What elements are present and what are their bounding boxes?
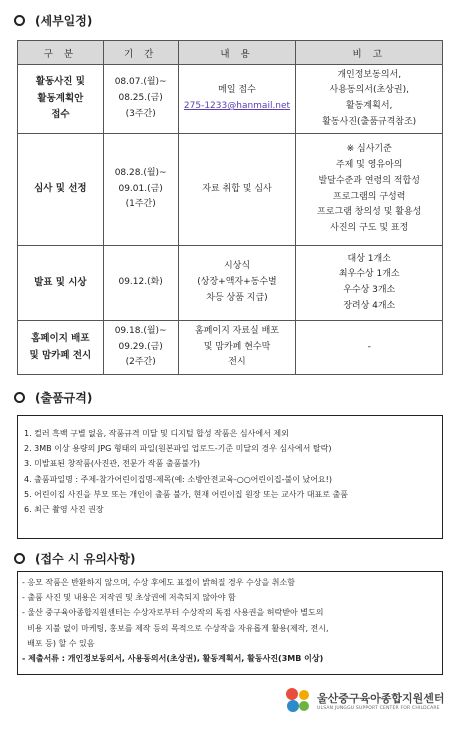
- list-item: 4. 출품파일명 : 주제-참가어린이집명-제목(예: 소방안전교육-○○어린이집-불이 났어요!): [24, 474, 332, 484]
- row-note: -: [296, 321, 443, 375]
- criteria-section-title: (출품규격): [14, 389, 92, 406]
- row-note: 대상 1개소 최우수상 1개소 우수상 3개소 장려상 4개소: [296, 246, 443, 321]
- row-category: 홈페이지 배포 및 맘카페 전시: [18, 321, 104, 375]
- row-note: ※ 심사기준 주제 및 영유아의 발달수준과 연령의 적합성 프로그램의 구성력 프로그램 창의성 및 활용성 사진의 구도 및 표정: [296, 134, 443, 246]
- circle-bullet-icon: [14, 392, 25, 403]
- row-content: 자료 취합 및 심사: [178, 134, 296, 246]
- list-item: 5. 어린이집 사진을 부모 또는 개인이 출품 불가, 현재 어린이집 원장 또는 교사가 대표로 출품: [24, 489, 348, 499]
- notes-section-title: (접수 시 유의사항): [14, 550, 135, 567]
- schedule-table: [17, 40, 443, 375]
- list-item: - 울산 중구육아종합지원센터는 수상자로부터 수상작의 독점 사용권을 허락받아 별도의: [22, 608, 324, 618]
- circle-bullet-icon: [14, 553, 25, 564]
- schedule-section-title: (세부일정): [14, 12, 92, 29]
- email-link[interactable]: 275-1233@hanmail.net: [183, 101, 291, 111]
- table-row: [18, 65, 443, 134]
- row-category: 활동사진 및 활동계획안 접수: [18, 65, 104, 134]
- logo-mark-icon: [283, 686, 313, 714]
- center-logo: [283, 686, 445, 714]
- row-content: 시상식 (상장+액자+동수별 차등 상품 지급): [178, 246, 296, 321]
- notes-box: [17, 571, 443, 675]
- row-content: 메일 접수 275-1233@hanmail.net: [178, 65, 296, 134]
- list-item: - 응모 작품은 반환하지 않으며, 수상 후에도 표절이 밝혀질 경우 수상을 취소함: [22, 578, 295, 587]
- table-row: [18, 321, 443, 375]
- criteria-box: [17, 415, 443, 539]
- header-category: 구 분: [18, 41, 104, 65]
- table-row: [18, 246, 443, 321]
- list-item: - 출품 사진 및 내용은 저작권 및 초상권에 저촉되지 않아야 함: [22, 593, 236, 603]
- row-category: 심사 및 선정: [18, 134, 104, 246]
- row-category: 발표 및 시상: [18, 246, 104, 321]
- logo-name: 울산중구육아종합지원센터: [317, 691, 445, 705]
- logo-subtitle: ULSAN JUNGGU SUPPORT CENTER FOR CHILDCARE: [317, 705, 440, 711]
- table-row: [18, 134, 443, 246]
- row-period: 09.12.(화): [103, 246, 178, 321]
- list-item: 3. 미발표된 창작품(사진관, 전문가 작품 출품불가): [24, 459, 200, 469]
- list-item: 1. 컬러 흑백 구별 없음, 작품규격 미달 및 디지털 합성 작품은 심사에서 제외: [24, 429, 289, 438]
- header-period: 기 간: [103, 41, 178, 65]
- header-note: 비 고: [296, 41, 443, 65]
- required-documents: - 제출서류 : 개인정보동의서, 사용동의서(초상권), 활동계획서, 활동사진(3MB 이상): [22, 653, 324, 663]
- list-item: 비용 지불 없이 마케팅, 홍보를 제작 등의 목적으로 수상작을 자유롭게 활용(제작, 전시,: [22, 623, 329, 633]
- row-period: 09.18.(월)~ 09.29.(금) (2주간): [103, 321, 178, 375]
- table-header-row: [18, 41, 443, 65]
- header-content: 내 용: [178, 41, 296, 65]
- row-note: 개인정보동의서, 사용동의서(초상권), 활동계획서, 활동사진(출품규격참조): [296, 65, 443, 134]
- list-item: 2. 3MB 이상 용량의 JPG 형태의 파일(원본파일 업로드-기준 미달의 경우 심사에서 탈락): [24, 444, 332, 454]
- row-period: 08.28.(월)~ 09.01.(금) (1주간): [103, 134, 178, 246]
- row-content: 홈페이지 자료실 배포 및 맘카페 현수막 전시: [178, 321, 296, 375]
- circle-bullet-icon: [14, 15, 25, 26]
- list-item: 배포 등) 할 수 있음: [22, 638, 95, 648]
- row-period: 08.07.(월)~ 08.25.(금) (3주간): [103, 65, 178, 134]
- list-item: 6. 최근 촬영 사진 권장: [24, 504, 104, 514]
